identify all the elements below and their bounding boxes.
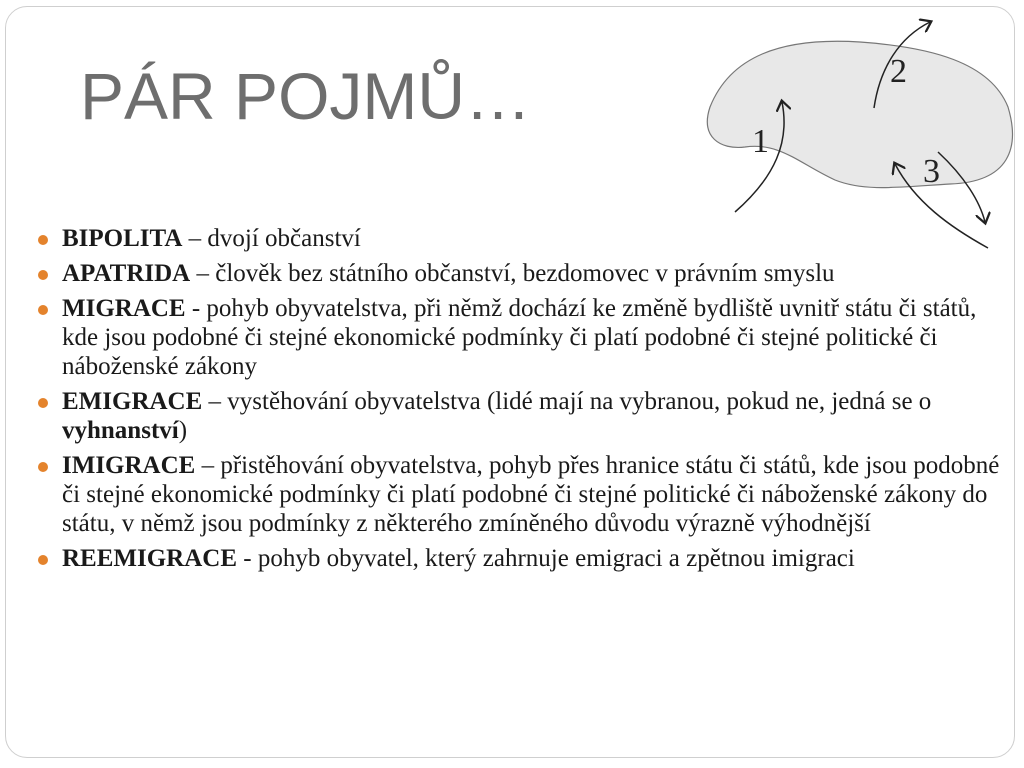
bullet-emigrace — [38, 387, 1008, 445]
bullet-bipolita — [38, 224, 1008, 253]
definition: - pohyb obyvatel, který zahrnuje emigraci a zpětnou imigraci — [237, 545, 855, 572]
bullet-dot-icon — [38, 398, 48, 408]
bullet-imigrace — [38, 451, 1008, 538]
label-1: 1 — [752, 123, 769, 160]
definition: – vystěhování obyvatelstva (lidé mají na vybranou, pokud ne, jedná se o — [202, 388, 932, 415]
label-3: 3 — [923, 153, 940, 190]
term: EMIGRACE — [62, 388, 203, 415]
bullet-dot-icon — [38, 235, 48, 245]
territory-shape — [707, 41, 1012, 187]
definition: – dvojí občanství — [182, 225, 361, 252]
slide-content — [38, 224, 1008, 579]
bullet-apatrida — [38, 259, 1008, 288]
definition: - pohyb obyvatelstva, při němž dochází ke změně bydliště uvnitř státu či států, kde jsou podobné či stejné ekonomické podmínky či platí podobné či stejné politické či náboženské zákony — [62, 295, 977, 380]
definition-end: ) — [178, 417, 188, 444]
bullet-list — [38, 224, 1008, 573]
bullet-dot-icon — [38, 305, 48, 315]
term: BIPOLITA — [62, 225, 183, 252]
bullet-reemigrace — [38, 544, 1008, 573]
definition: – člověk bez státního občanství, bezdomovec v právním smyslu — [190, 260, 835, 287]
definition-bold-word: vyhnanství — [62, 417, 179, 444]
term: REEMIGRACE — [62, 545, 238, 572]
label-2: 2 — [890, 53, 907, 90]
slide-title: PÁR POJMŮ… — [80, 59, 532, 133]
bullet-dot-icon — [38, 555, 48, 565]
term: IMIGRACE — [62, 452, 196, 479]
definition: – přistěhování obyvatelstva, pohyb přes hranice státu či států, kde jsou podobné či stejné ekonomické podmínky či platí podobné či stejné politické či náboženské zákony do státu, v němž jsou podmínky z některého zmíněného důvodu výrazně výhodnější — [62, 452, 1000, 537]
bullet-dot-icon — [38, 270, 48, 280]
term: APATRIDA — [62, 260, 191, 287]
bullet-migrace — [38, 294, 1008, 381]
term: MIGRACE — [62, 295, 186, 322]
bullet-dot-icon — [38, 462, 48, 472]
